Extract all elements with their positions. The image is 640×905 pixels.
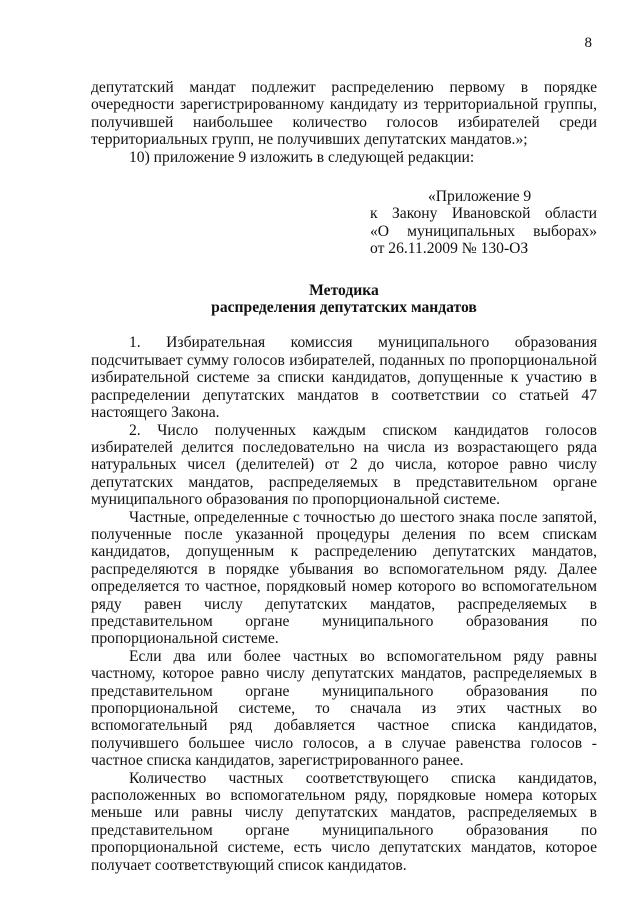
paragraph-4: Если два или более частных во вспомогательном ряду равны частному, которое равно числу депутатских мандатов, распределяемых в представительном органе муниципального образования по пропорциональной системе, то сначала из этих частных во вспомогательный ряд добавляется частное списка кандидатов, получившего большее число голосов, а в случае равенства голосов - частное списка кандидатов, зарегистрированного ранее. xyxy=(91,647,597,770)
appendix-line-2: к Закону Ивановской области xyxy=(370,205,597,223)
appendix-reference xyxy=(370,188,597,258)
paragraph-1: 1. Избирательная комиссия муниципального образования подсчитывает сумму голосов избирателей, поданных по пропорциональной избирательной системе за списки кандидатов, допущенные к участию в распределении депутатских мандатов в соответствии со статьей 47 настоящего Закона. xyxy=(91,334,597,422)
paragraph-2: 2. Число полученных каждым списком кандидатов голосов избирателей делится последовательно на числа из возрастающего ряда натуральных чисел (делителей) от 2 до числа, которое равно числу депутатских мандатов, распределяемых в представительном органе муниципального образования по пропорциональной системе. xyxy=(91,421,597,509)
page-number: 8 xyxy=(584,35,592,51)
heading-line-1: Методика xyxy=(309,281,379,299)
heading-line-2: распределения депутатских мандатов xyxy=(211,299,477,317)
document-body xyxy=(91,79,597,874)
appendix-line-4: от 26.11.2009 № 130-ОЗ xyxy=(370,240,529,258)
item-10-paragraph: 10) приложение 9 изложить в следующей редакции: xyxy=(129,148,475,166)
paragraph-5: Количество частных соответствующего списка кандидатов, расположенных во вспомогательном ряду, порядковые номера которых меньше или равны числу депутатских мандатов, распределяемых в представительном органе муниципального образования по пропорциональной системе, есть число депутатских мандатов, которое получает соответствующий список кандидатов. xyxy=(91,769,597,874)
heading-spacer xyxy=(91,316,597,334)
section-heading xyxy=(91,282,597,317)
appendix-line-3: «О муниципальных выборах» xyxy=(370,222,597,240)
intro-paragraph: депутатский мандат подлежит распределению первому в порядке очередности зарегистрированному кандидату из территориальной группы, получившей наибольшее количество голосов избирателей среди территориальных групп, не получивших депутатских мандатов.»; xyxy=(91,79,597,149)
paragraph-3: Частные, определенные с точностью до шестого знака после запятой, полученные после указанной процедуры деления по всем спискам кандидатов, допущенным к распределению депутатских мандатов, распределяются в порядке убывания во вспомогательном ряду. Далее определяется то частное, порядковый номер которого во вспомогательном ряду равен числу депутатских мандатов, распределяемых в представительном органе муниципального образования по пропорциональной системе. xyxy=(91,508,597,648)
appendix-line-1: «Приложение 9 xyxy=(428,188,532,206)
